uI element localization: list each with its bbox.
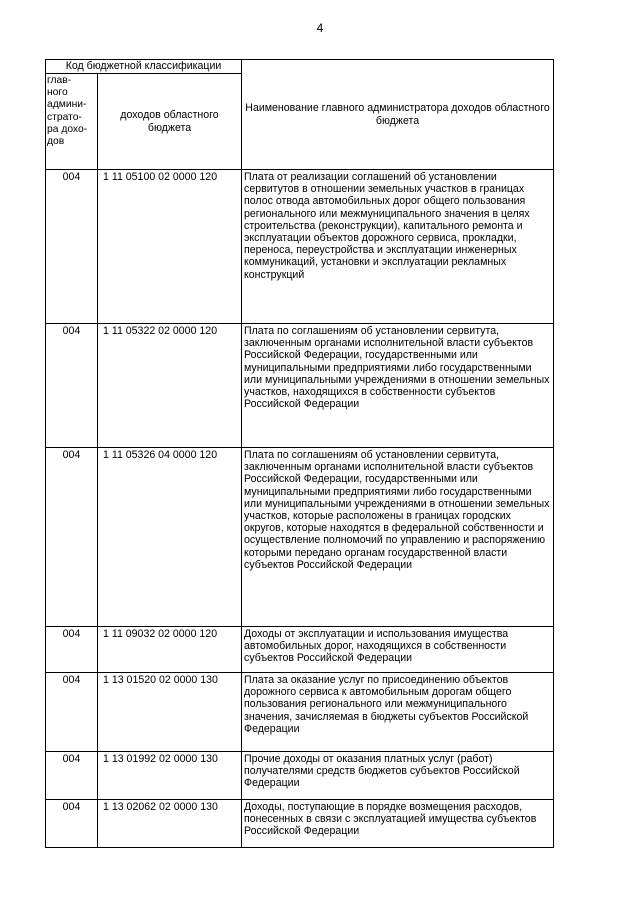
header-classification-code: Код бюджетной классификации — [46, 60, 242, 74]
row-income-code: 1 13 02062 02 0000 130 — [98, 800, 242, 848]
table-row — [46, 800, 554, 848]
row-admin-code: 004 — [46, 673, 98, 752]
row-description: Плата от реализации соглашений об установлении сервитутов в отношении земельных участков в границах полос отвода автомобильных дорог общего пользования регионального или межмуниципального значения в целях строительства (реконструкции), капитального ремонта и эксплуатации объектов дорожного сервиса, прокладки, переноса, переустройства и эксплуатации инженерных коммуникаций, установки и эксплуатации рекламных конструкций — [242, 170, 554, 324]
row-admin-code: 004 — [46, 800, 98, 848]
budget-classification-table — [45, 59, 554, 848]
row-description: Плата по соглашениям об установлении сервитута, заключенным органами исполнительной власти субъектов Российской Федерации, государственными или муниципальными предприятиями либо государственными или муниципальными учреждениями в отношении земельных участков, находящихся в собственности субъектов Российской Федерации — [242, 324, 554, 448]
row-admin-code: 004 — [46, 752, 98, 800]
row-income-code: 1 11 05322 02 0000 120 — [98, 324, 242, 448]
header-administrator-name: Наименование главного администратора доходов областного бюджета — [242, 60, 554, 170]
table-row — [46, 627, 554, 673]
page-number: 4 — [316, 21, 324, 35]
row-description: Плата за оказание услуг по присоединению объектов дорожного сервиса к автомобильным дорогам общего пользования регионального или межмуниципального значения, зачисляемая в бюджеты субъектов Российской Федерации — [242, 673, 554, 752]
table-header-row — [46, 60, 554, 74]
row-admin-code: 004 — [46, 324, 98, 448]
table-row — [46, 448, 554, 627]
table-row — [46, 324, 554, 448]
row-description: Прочие доходы от оказания платных услуг (работ) получателями средств бюджетов субъектов Российской Федерации — [242, 752, 554, 800]
row-income-code: 1 11 05326 04 0000 120 — [98, 448, 242, 627]
row-description: Плата по соглашениям об установлении сервитута, заключенным органами исполнительной власти субъектов Российской Федерации, государственными или муниципальными предприятиями либо государственными или муниципальными учреждениями в отношении земельных участков, которые расположены в границах городских округов, которые находятся в федеральной собственности и осуществление полномочий по управлению и распоряжению которыми передано органам государственной власти субъектов Российской Федерации — [242, 448, 554, 627]
row-description: Доходы от эксплуатации и использования имущества автомобильных дорог, находящихся в собственности субъектов Российской Федерации — [242, 627, 554, 673]
row-admin-code: 004 — [46, 170, 98, 324]
table-row — [46, 752, 554, 800]
row-income-code: 1 11 09032 02 0000 120 — [98, 627, 242, 673]
row-admin-code: 004 — [46, 627, 98, 673]
row-income-code: 1 13 01520 02 0000 130 — [98, 673, 242, 752]
header-chief-administrator — [46, 74, 98, 170]
row-income-code: 1 11 05100 02 0000 120 — [98, 170, 242, 324]
header-regional-income: доходов областного бюджета — [98, 74, 242, 170]
table-row — [46, 170, 554, 324]
row-description: Доходы, поступающие в порядке возмещения расходов, понесенных в связи с эксплуатацией имущества субъектов Российской Федерации — [242, 800, 554, 848]
header-chief-administrator-text: глав- ного админи- страто- ра дохо- дов — [47, 75, 88, 148]
table-row — [46, 673, 554, 752]
row-admin-code: 004 — [46, 448, 98, 627]
row-income-code: 1 13 01992 02 0000 130 — [98, 752, 242, 800]
